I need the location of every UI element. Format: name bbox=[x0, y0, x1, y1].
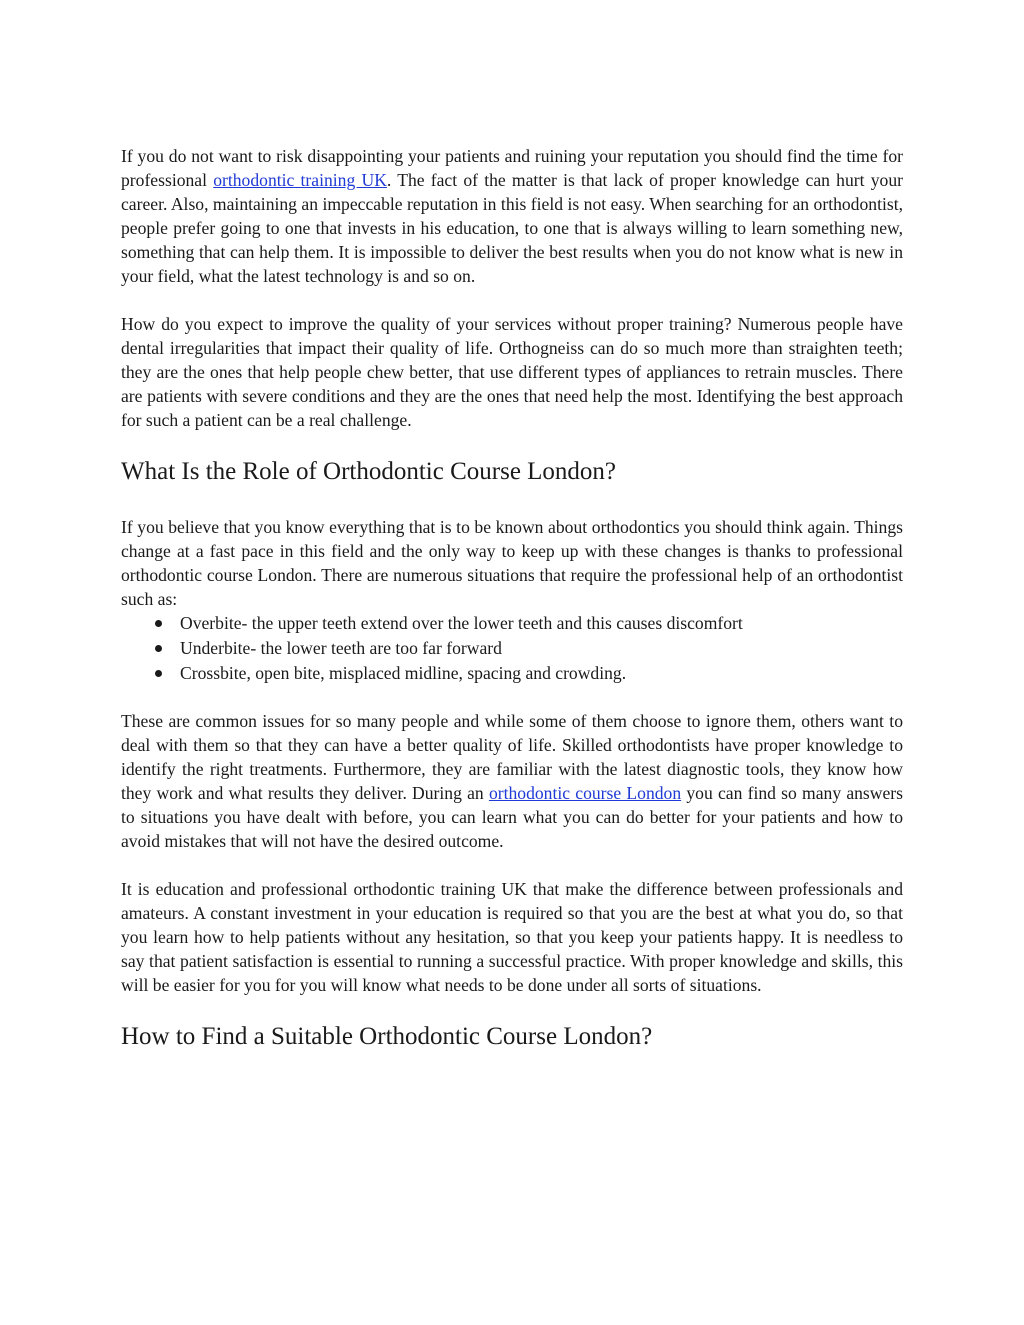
list-item-text: Overbite- the upper teeth extend over the lower teeth and this causes discomfort bbox=[180, 613, 743, 633]
list-item-text: Crossbite, open bite, misplaced midline, spacing and crowding. bbox=[180, 663, 627, 683]
heading-role-of-course: What Is the Role of Orthodontic Course London? bbox=[121, 458, 617, 485]
list-item-text: Underbite- the lower teeth are too far forward bbox=[180, 638, 502, 658]
orthodontic-training-uk-link[interactable]: orthodontic training UK bbox=[213, 170, 387, 190]
heading-spacer-top bbox=[121, 432, 903, 457]
heading-spacer-top bbox=[121, 997, 903, 1022]
paragraph-intro-text-start: If you do not want to risk disappointing your patients and ruining your reputation you should find the time for professional bbox=[121, 146, 903, 190]
paragraph-believe: If you believe that you know everything that is to be known about orthodontics you should think again. Things change at a fast pace in this field and the only way to keep up with these changes is thanks to professional orthodontic course London. There are numerous situations that require the professional help of an orthodontist such as: bbox=[121, 517, 903, 609]
orthodontic-course-london-link[interactable]: orthodontic course London bbox=[488, 783, 682, 803]
bullet-icon bbox=[155, 645, 162, 652]
paragraph-intro-text-end: . The fact of the matter is that lack of proper knowledge can hurt your career. Also, maintaining an impeccable reputation in this field is not easy. When searching for an orthodontist, people prefer going to one that invests in his education, to one that is always willing to learn something new, something that can help them. It is impossible to deliver the best results when you do not know what is new in your field, what the latest technology is and so on. bbox=[121, 170, 903, 286]
paragraph-spacer bbox=[121, 853, 903, 877]
document-page bbox=[121, 144, 903, 1052]
paragraph-education: It is education and professional orthodontic training UK that make the difference between professionals and amateurs. A constant investment in your education is required so that you are the best at what you do, so that you learn how to help patients without any hesitation, so that you keep your patients happy. It is needless to say that patient satisfaction is essential to running a successful practice. With proper knowledge and skills, this will be easier for you for you will know what needs to be done under all sorts of situations. bbox=[121, 879, 903, 995]
bullet-icon bbox=[155, 670, 162, 677]
conditions-list bbox=[121, 611, 903, 686]
paragraph-common-issues bbox=[121, 709, 903, 853]
list-item bbox=[121, 636, 903, 661]
paragraph-intro bbox=[121, 144, 903, 288]
paragraph-common-issues-text-start: These are common issues for so many people and while some of them choose to ignore them, others want to deal with them so that they can have a better quality of life. Skilled orthodontists have proper knowledge to identify the right treatments. Furthermore, they are familiar with the latest diagnostic tools, they know how they work and what results they deliver. During an bbox=[121, 711, 903, 803]
heading-find-suitable-course: How to Find a Suitable Orthodontic Course London? bbox=[121, 1023, 653, 1050]
list-item bbox=[121, 661, 903, 686]
paragraph-spacer bbox=[121, 686, 903, 709]
paragraph-spacer bbox=[121, 288, 903, 312]
paragraph-common-issues-text-end: you can find so many answers to situations you have dealt with before, you can learn what you can do better for your patients and how to avoid mistakes that will not have the desired outcome. bbox=[121, 783, 903, 851]
paragraph-quality: How do you expect to improve the quality of your services without proper training? Numerous people have dental irregularities that impact their quality of life. Orthogneiss can do so much more than straighten teeth; they are the ones that help people chew better, that use different types of appliances to retrain muscles. There are patients with severe conditions and they are the ones that need help the most. Identifying the best approach for such a patient can be a real challenge. bbox=[121, 314, 903, 430]
heading-spacer-bottom bbox=[121, 487, 903, 515]
list-item bbox=[121, 611, 903, 636]
bullet-icon bbox=[155, 620, 162, 627]
